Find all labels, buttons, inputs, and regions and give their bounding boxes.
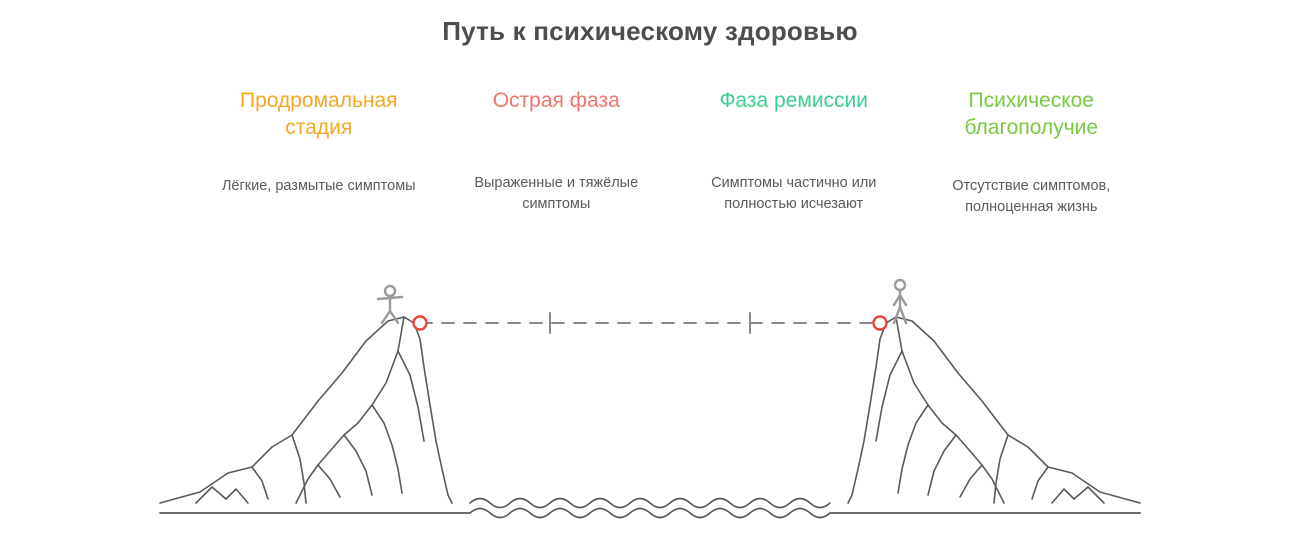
stage-description: Выраженные и тяжёлые симптомы (474, 174, 639, 212)
stage-item-remission (675, 88, 913, 215)
page-title: Путь к психическому здоровью (442, 16, 858, 46)
stage-description: Отсутствие симптомов, полноценная жизнь (952, 177, 1111, 215)
stage-item-prodromal (200, 88, 438, 197)
stage-item-wellbeing (913, 88, 1151, 218)
stage-list (200, 88, 1150, 218)
stage-item-acute (438, 88, 676, 215)
stage-title: Продромальная стадия (239, 89, 398, 139)
stage-description: Симптомы частично или полностью исчезают (711, 174, 877, 212)
stage-title: Психическое благополучие (964, 89, 1099, 139)
stage-title: Фаза ремиссии (719, 89, 869, 112)
stage-description: Лёгкие, размытые симптомы (221, 177, 416, 194)
mountain-illustration (0, 255, 1300, 547)
stage-title: Острая фаза (492, 89, 620, 112)
